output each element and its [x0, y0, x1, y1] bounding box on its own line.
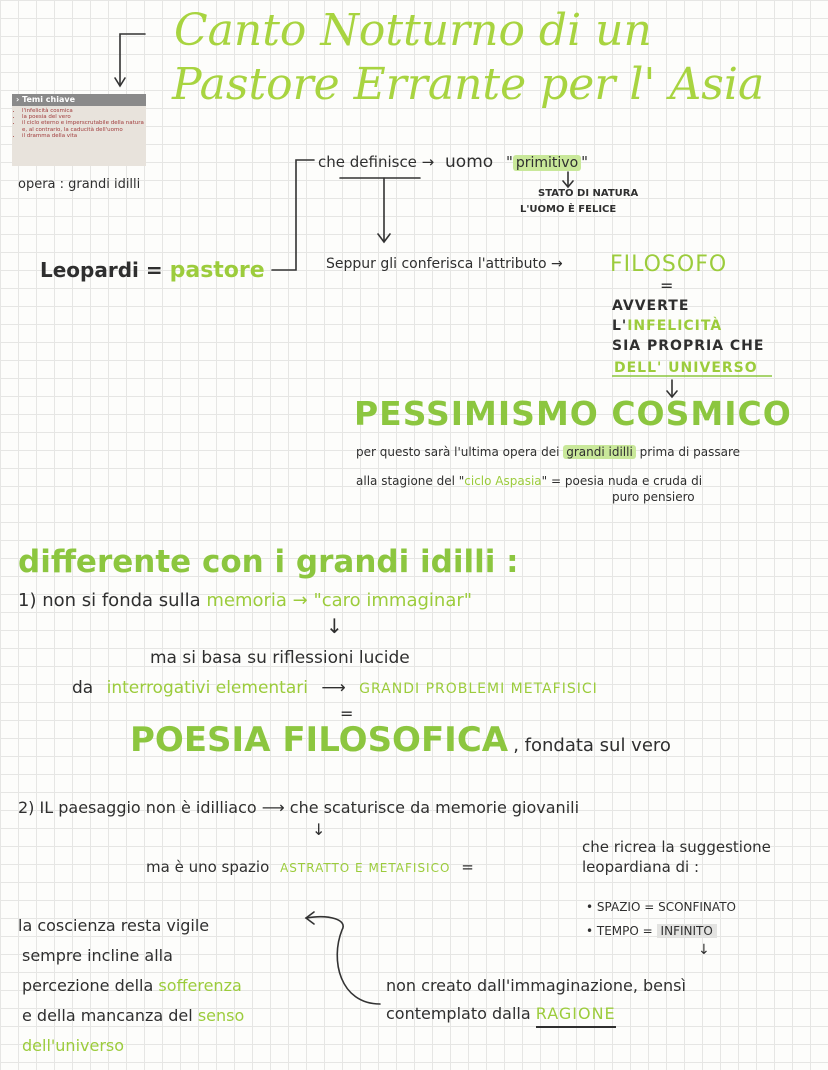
sofferenza-word: sofferenza: [158, 976, 242, 995]
interrogativi-text: interrogativi elementari: [106, 678, 308, 698]
ultima-2a: alla stagione del ": [356, 474, 465, 488]
long-arrow: ⟶: [321, 678, 346, 698]
tempo-label: • TEMPO =: [586, 924, 653, 938]
basa-line: ma si basa su riflessioni lucide: [150, 648, 410, 668]
ricrea-2: leopardiana di :: [582, 858, 700, 876]
filosofo-word: FILOSOFO: [610, 252, 728, 277]
definisce-text: che definisce →: [318, 153, 435, 171]
seppur-line: Seppur gli conferisca l'attributo →: [326, 256, 563, 272]
ultima-1c: prima di passare: [639, 445, 741, 459]
temi-item: • il ciclo eterno e imperscrutabile della natura e, al contrario, la caducità dell'uomo: [22, 120, 146, 132]
ricrea-1: che ricrea la suggestione: [582, 838, 771, 856]
ultima-line-3: puro pensiero: [612, 490, 695, 504]
pastore-word: pastore: [169, 258, 265, 283]
differente-heading: differente con i grandi idilli :: [18, 544, 519, 580]
da-word: da: [72, 678, 94, 698]
creato-1: non creato dall'immaginazione, bensì: [386, 976, 686, 995]
arrow-down-2: ↓: [312, 820, 326, 839]
temi-item: • l'infelicità cosmica: [22, 108, 146, 114]
quote-open: ": [505, 153, 513, 171]
spazio-a: ma è uno spazio: [146, 858, 270, 876]
fondata-sul-vero: , fondata sul vero: [513, 735, 671, 756]
point-2: 2) IL paesaggio non è idilliaco ⟶ che scaturisce da memorie giovanili: [18, 798, 580, 817]
temi-chiave-header: › Temi chiave: [12, 94, 146, 106]
arrow-down-3: ↓: [698, 942, 710, 958]
memoria-text: memoria → "caro immaginar": [206, 590, 473, 611]
infelicita-word: INFELICITÀ: [627, 318, 723, 334]
ultima-2c: " = poesia nuda e cruda di: [541, 474, 703, 488]
problemi-metafisici: GRANDI PROBLEMI METAFISICI: [359, 681, 598, 697]
opera-note: opera : grandi idilli: [18, 177, 141, 192]
coscienza-5: dell'universo: [22, 1036, 125, 1055]
stato-natura-1: STATO DI NATURA: [538, 188, 639, 199]
pessimismo-heading: PESSIMISMO COSMICO: [354, 394, 792, 433]
spazio-eq: =: [461, 858, 474, 876]
ragione-word: RAGIONE: [536, 1004, 616, 1028]
coscienza-4a: e della mancanza del: [22, 1006, 193, 1025]
leopardi-prefix: Leopardi =: [40, 258, 163, 282]
bullet-spazio: • SPAZIO = SCONFINATO: [586, 900, 736, 914]
creato-2a: contemplato dalla: [386, 1004, 531, 1023]
avverte-1: AVVERTE: [612, 298, 690, 314]
grandi-idilli-hl: grandi idilli: [563, 445, 636, 459]
coscienza-1: la coscienza resta vigile: [18, 916, 210, 935]
eq-poesia: =: [340, 704, 354, 723]
astratto-metafisico: ASTRATTO E METAFISICO: [280, 861, 451, 875]
stato-natura-2: L'UOMO È FELICE: [520, 204, 617, 215]
poesia-filosofica: POESIA FILOSOFICA: [130, 720, 509, 760]
senso-word: senso: [197, 1006, 245, 1025]
primitivo-word: primitivo: [513, 155, 581, 171]
title-line-1: Canto Notturno di un: [174, 5, 652, 56]
temi-item: • la poesia del vero: [22, 114, 146, 120]
quote-close: ": [581, 153, 589, 171]
infinito-word: INFINITO: [657, 924, 717, 938]
ultima-1a: per questo sarà l'ultima opera dei: [356, 445, 560, 459]
uomo-word: uomo: [445, 152, 494, 172]
avverte-4: DELL' UNIVERSO: [614, 360, 758, 376]
coscienza-2: sempre incline alla: [22, 946, 173, 965]
avverte-2a: L': [612, 318, 628, 334]
coscienza-3a: percezione della: [22, 976, 154, 995]
temi-item: • il dramma della vita: [22, 133, 146, 139]
filosofo-eq: =: [660, 276, 674, 295]
avverte-3: SIA PROPRIA CHE: [612, 338, 765, 354]
arrow-down-1: ↓: [326, 614, 343, 638]
title-line-2: Pastore Errante per l' Asia: [172, 59, 765, 110]
point-1a: 1) non si fonda sulla: [18, 590, 201, 611]
ciclo-aspasia: ciclo Aspasia: [464, 474, 542, 488]
